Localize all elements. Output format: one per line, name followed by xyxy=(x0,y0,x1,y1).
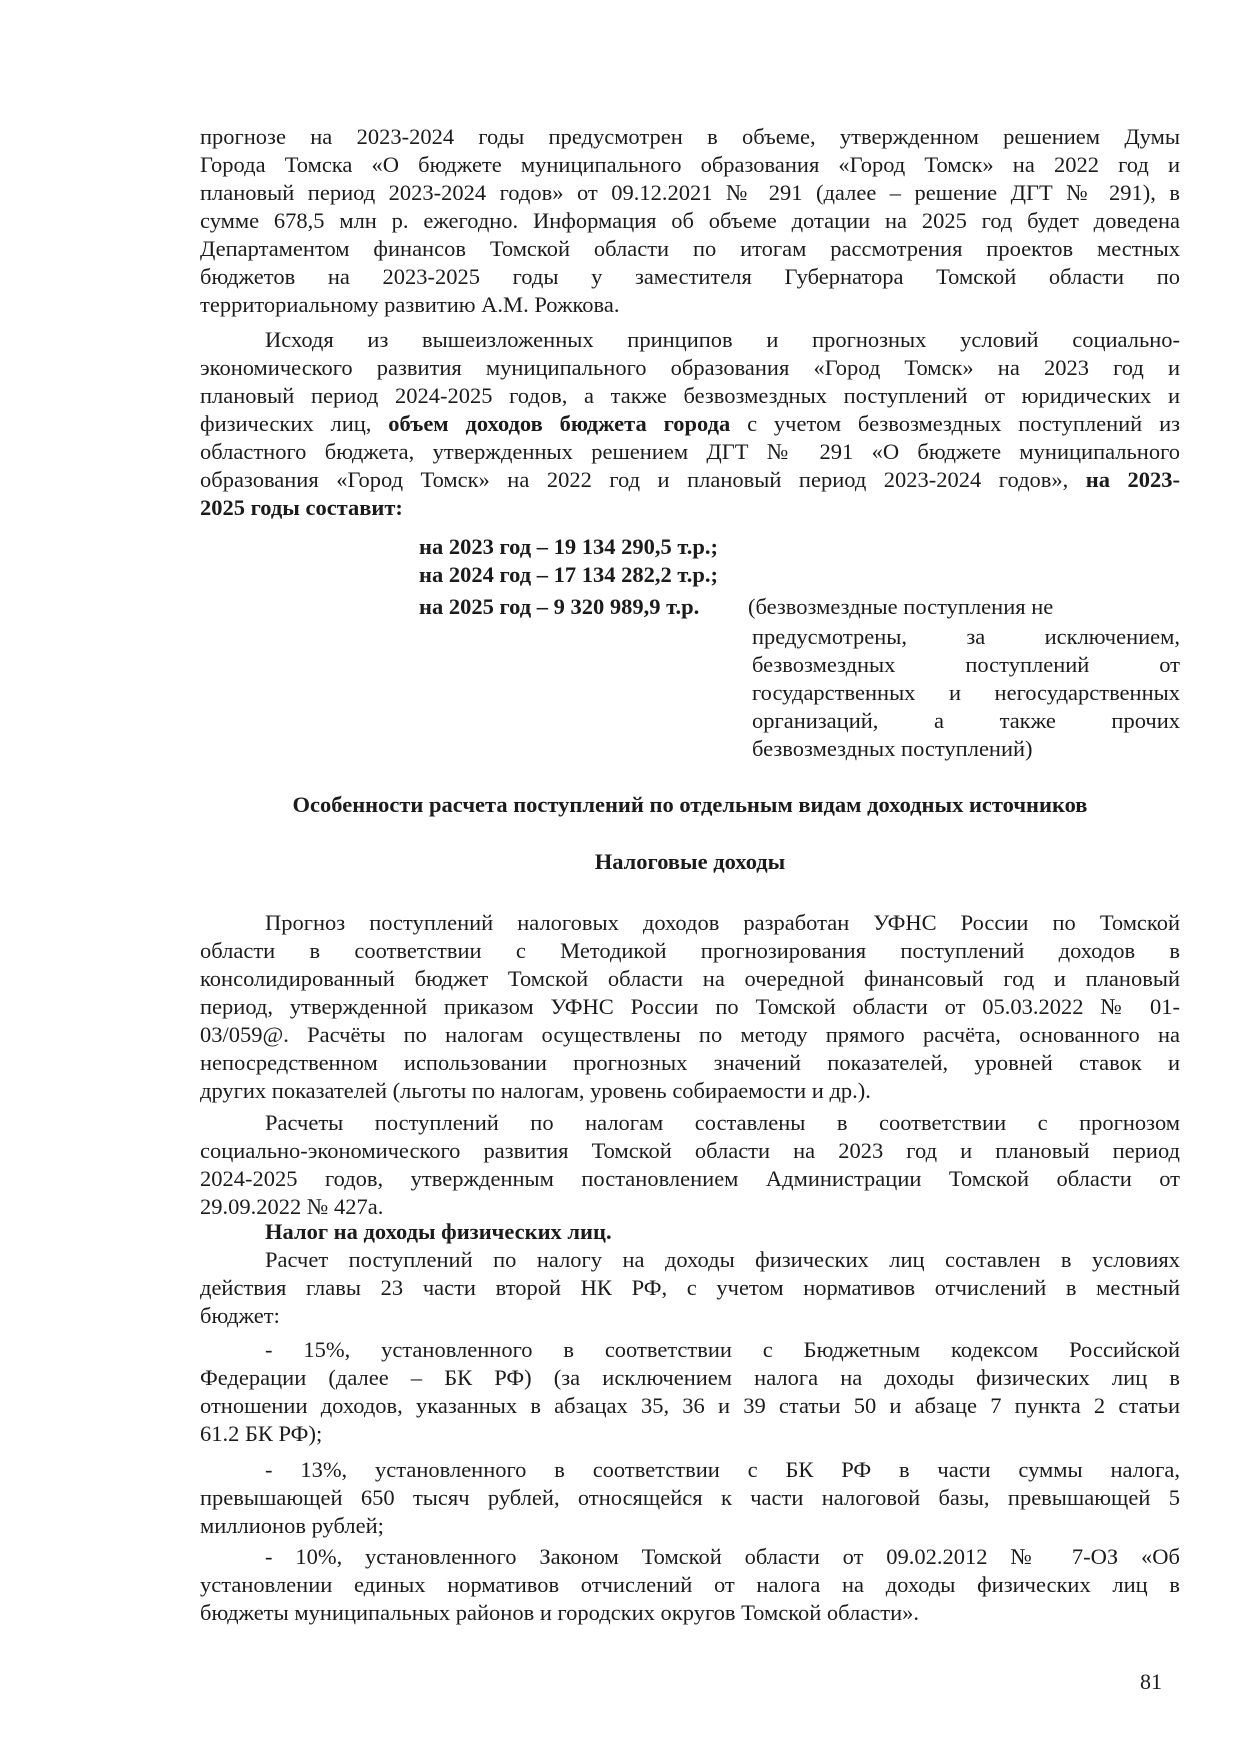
text-segment: бюджет: xyxy=(200,1303,280,1328)
text-segment: Исходя из вышеизложенных принципов и прогнозных условий социально- xyxy=(265,327,1180,352)
paragraph xyxy=(200,909,1180,1105)
text-segment: физических лиц, xyxy=(200,411,389,436)
paragraph xyxy=(200,326,1180,522)
text-line xyxy=(200,1193,1180,1221)
text-segment: консолидированный бюджет Томской области на очередной финансовый год и плановый xyxy=(200,966,1180,991)
text-segment: Прогноз поступлений налоговых доходов разработан УФНС России по Томской xyxy=(265,910,1180,935)
text-segment: плановый период 2024-2025 годов, а также безвозмездных поступлений от юридических и xyxy=(200,383,1180,408)
text-segment: непосредственном использовании прогнозных значений показателей, уровней ставок и xyxy=(200,1050,1180,1075)
text-line xyxy=(200,1165,1180,1193)
text-line xyxy=(200,382,1180,410)
text-segment: Департаментом финансов Томской области по итогам рассмотрения проектов местных xyxy=(200,236,1180,261)
note-line: предусмотрены, за исключением, xyxy=(752,624,1180,649)
text-segment: других показателей (льготы по налогам, уровень собираемости и др.). xyxy=(200,1078,871,1103)
text-segment: - 10%, установленного Законом Томской области от 09.02.2012 № 7-ОЗ «Об xyxy=(265,1544,1180,1569)
text-line xyxy=(200,965,1180,993)
text-segment: Города Томска «О бюджете муниципального образования «Город Томск» на 2022 год и xyxy=(200,152,1180,177)
note-line: организаций, а также прочих xyxy=(752,708,1180,733)
section-heading: Особенности расчета поступлений по отдельным видам доходных источников xyxy=(292,792,1088,817)
text-line xyxy=(200,909,1180,937)
text-line xyxy=(200,263,1180,291)
text-segment: экономического развития муниципального образования «Город Томск» на 2023 год и xyxy=(200,355,1180,380)
text-segment: плановый период 2023-2024 годов» от 09.12.2021 № 291 (далее – решение ДГТ № 291), в xyxy=(200,180,1180,205)
subsection-heading: Налоговые доходы xyxy=(594,849,786,874)
text-line xyxy=(200,937,1180,965)
text-segment: области в соответствии с Методикой прогнозирования поступлений доходов в xyxy=(200,938,1180,963)
paragraph xyxy=(200,1246,1180,1330)
text-segment: социально-экономического развития Томской области на 2023 год и плановый период xyxy=(200,1138,1180,1163)
paragraph xyxy=(200,1218,1180,1246)
text-segment: 29.09.2022 № 427а. xyxy=(200,1194,384,1219)
text-segment: сумме 678,5 млн р. ежегодно. Информация об объеме дотации на 2025 год будет доведена xyxy=(200,208,1180,233)
text-line xyxy=(200,151,1180,179)
text-segment: областного бюджета, утвержденных решением ДГТ № 291 «О бюджете муниципального xyxy=(200,439,1180,464)
text-segment: Федерации (далее – БК РФ) (за исключением налога на доходы физических лиц в xyxy=(200,1365,1180,1390)
text-segment: территориальному развитию А.М. Рожкова. xyxy=(200,292,620,317)
revenue-2023: на 2023 год – 19 134 290,5 т.р.; xyxy=(419,534,718,559)
revenue-2024: на 2024 год – 17 134 282,2 т.р.; xyxy=(419,562,718,587)
text-line xyxy=(200,1456,1180,1484)
text-segment: отношении доходов, указанных в абзацах 35, 36 и 39 статьи 50 и абзаце 7 пункта 2 статьи xyxy=(200,1393,1180,1418)
text-line xyxy=(200,1021,1180,1049)
text-line xyxy=(200,1109,1180,1137)
bold-text: 2025 годы составит: xyxy=(200,495,403,520)
text-line xyxy=(200,466,1180,494)
text-segment: период, утвержденной приказом УФНС России по Томской области от 05.03.2022 № 01- xyxy=(200,994,1180,1019)
page-number: 81 xyxy=(1140,1669,1162,1694)
text-segment: установлении единых нормативов отчислений от налога на доходы физических лиц в xyxy=(200,1572,1180,1597)
text-line xyxy=(200,1218,1180,1246)
text-segment: действия главы 23 части второй НК РФ, с учетом нормативов отчислений в местный xyxy=(200,1275,1180,1300)
text-segment: 03/059@. Расчёты по налогам осуществлены по методу прямого расчёта, основанного на xyxy=(200,1022,1180,1047)
text-segment: 2024-2025 годов, утвержденным постановлением Администрации Томской области от xyxy=(200,1166,1180,1191)
text-line xyxy=(200,1543,1180,1571)
text-line xyxy=(200,1364,1180,1392)
bold-text: Налог на доходы физических лиц. xyxy=(265,1219,612,1244)
parenthetical-first-line: (безвозмездные поступления не xyxy=(748,594,1054,619)
text-line xyxy=(200,1512,1180,1540)
text-line xyxy=(200,410,1180,438)
text-line xyxy=(200,235,1180,263)
text-segment: - 13%, установленного в соответствии с БК РФ в части суммы налога, xyxy=(265,1457,1180,1482)
text-line xyxy=(200,1420,1180,1448)
note-line: государственных и негосударственных xyxy=(752,680,1180,705)
bold-text: объем доходов бюджета города xyxy=(388,411,731,436)
text-line xyxy=(200,1571,1180,1599)
note-line: безвозмездных поступлений) xyxy=(752,736,1033,761)
text-segment: Расчеты поступлений по налогам составлены в соответствии с прогнозом xyxy=(265,1110,1180,1135)
text-line xyxy=(200,438,1180,466)
paragraph xyxy=(200,1543,1180,1627)
text-segment: миллионов рублей; xyxy=(200,1513,384,1538)
text-line xyxy=(200,1392,1180,1420)
bold-text: на 2023- xyxy=(1085,467,1180,492)
text-segment: бюджетов на 2023-2025 годы у заместителя Губернатора Томской области по xyxy=(200,264,1180,289)
text-line xyxy=(200,1484,1180,1512)
text-segment: бюджеты муниципальных районов и городских округов Томской области». xyxy=(200,1600,920,1625)
text-line xyxy=(200,123,1180,151)
text-line xyxy=(200,1049,1180,1077)
text-line xyxy=(200,1599,1180,1627)
paragraph xyxy=(200,1109,1180,1221)
text-line xyxy=(200,1137,1180,1165)
text-line xyxy=(200,326,1180,354)
text-line xyxy=(200,1274,1180,1302)
text-segment: превышающей 650 тысяч рублей, относящейся к части налоговой базы, превышающей 5 xyxy=(200,1485,1180,1510)
text-segment: с учетом безвозмездных поступлений из xyxy=(730,411,1180,436)
text-line xyxy=(200,1246,1180,1274)
text-segment: прогнозе на 2023-2024 годы предусмотрен в объеме, утвержденном решением Думы xyxy=(200,124,1180,149)
text-line xyxy=(200,291,1180,319)
text-line xyxy=(200,1077,1180,1105)
text-segment: Расчет поступлений по налогу на доходы физических лиц составлен в условиях xyxy=(265,1247,1180,1272)
text-line xyxy=(200,354,1180,382)
note-line: безвозмездных поступлений от xyxy=(752,652,1180,677)
revenue-2025: на 2025 год – 9 320 989,9 т.р. xyxy=(419,594,700,619)
paragraph xyxy=(200,1456,1180,1540)
paragraph xyxy=(200,1336,1180,1448)
text-line xyxy=(200,494,1180,522)
parenthetical-note xyxy=(752,623,1180,763)
text-line xyxy=(200,179,1180,207)
text-segment: 61.2 БК РФ); xyxy=(200,1421,323,1446)
paragraph xyxy=(200,123,1180,319)
text-line xyxy=(200,993,1180,1021)
text-segment: - 15%, установленного в соответствии с Бюджетным кодексом Российской xyxy=(265,1337,1180,1362)
text-line xyxy=(200,1302,1180,1330)
text-segment: образования «Город Томск» на 2022 год и плановый период 2023-2024 годов», xyxy=(200,467,1086,492)
text-line xyxy=(200,1336,1180,1364)
text-line xyxy=(200,207,1180,235)
